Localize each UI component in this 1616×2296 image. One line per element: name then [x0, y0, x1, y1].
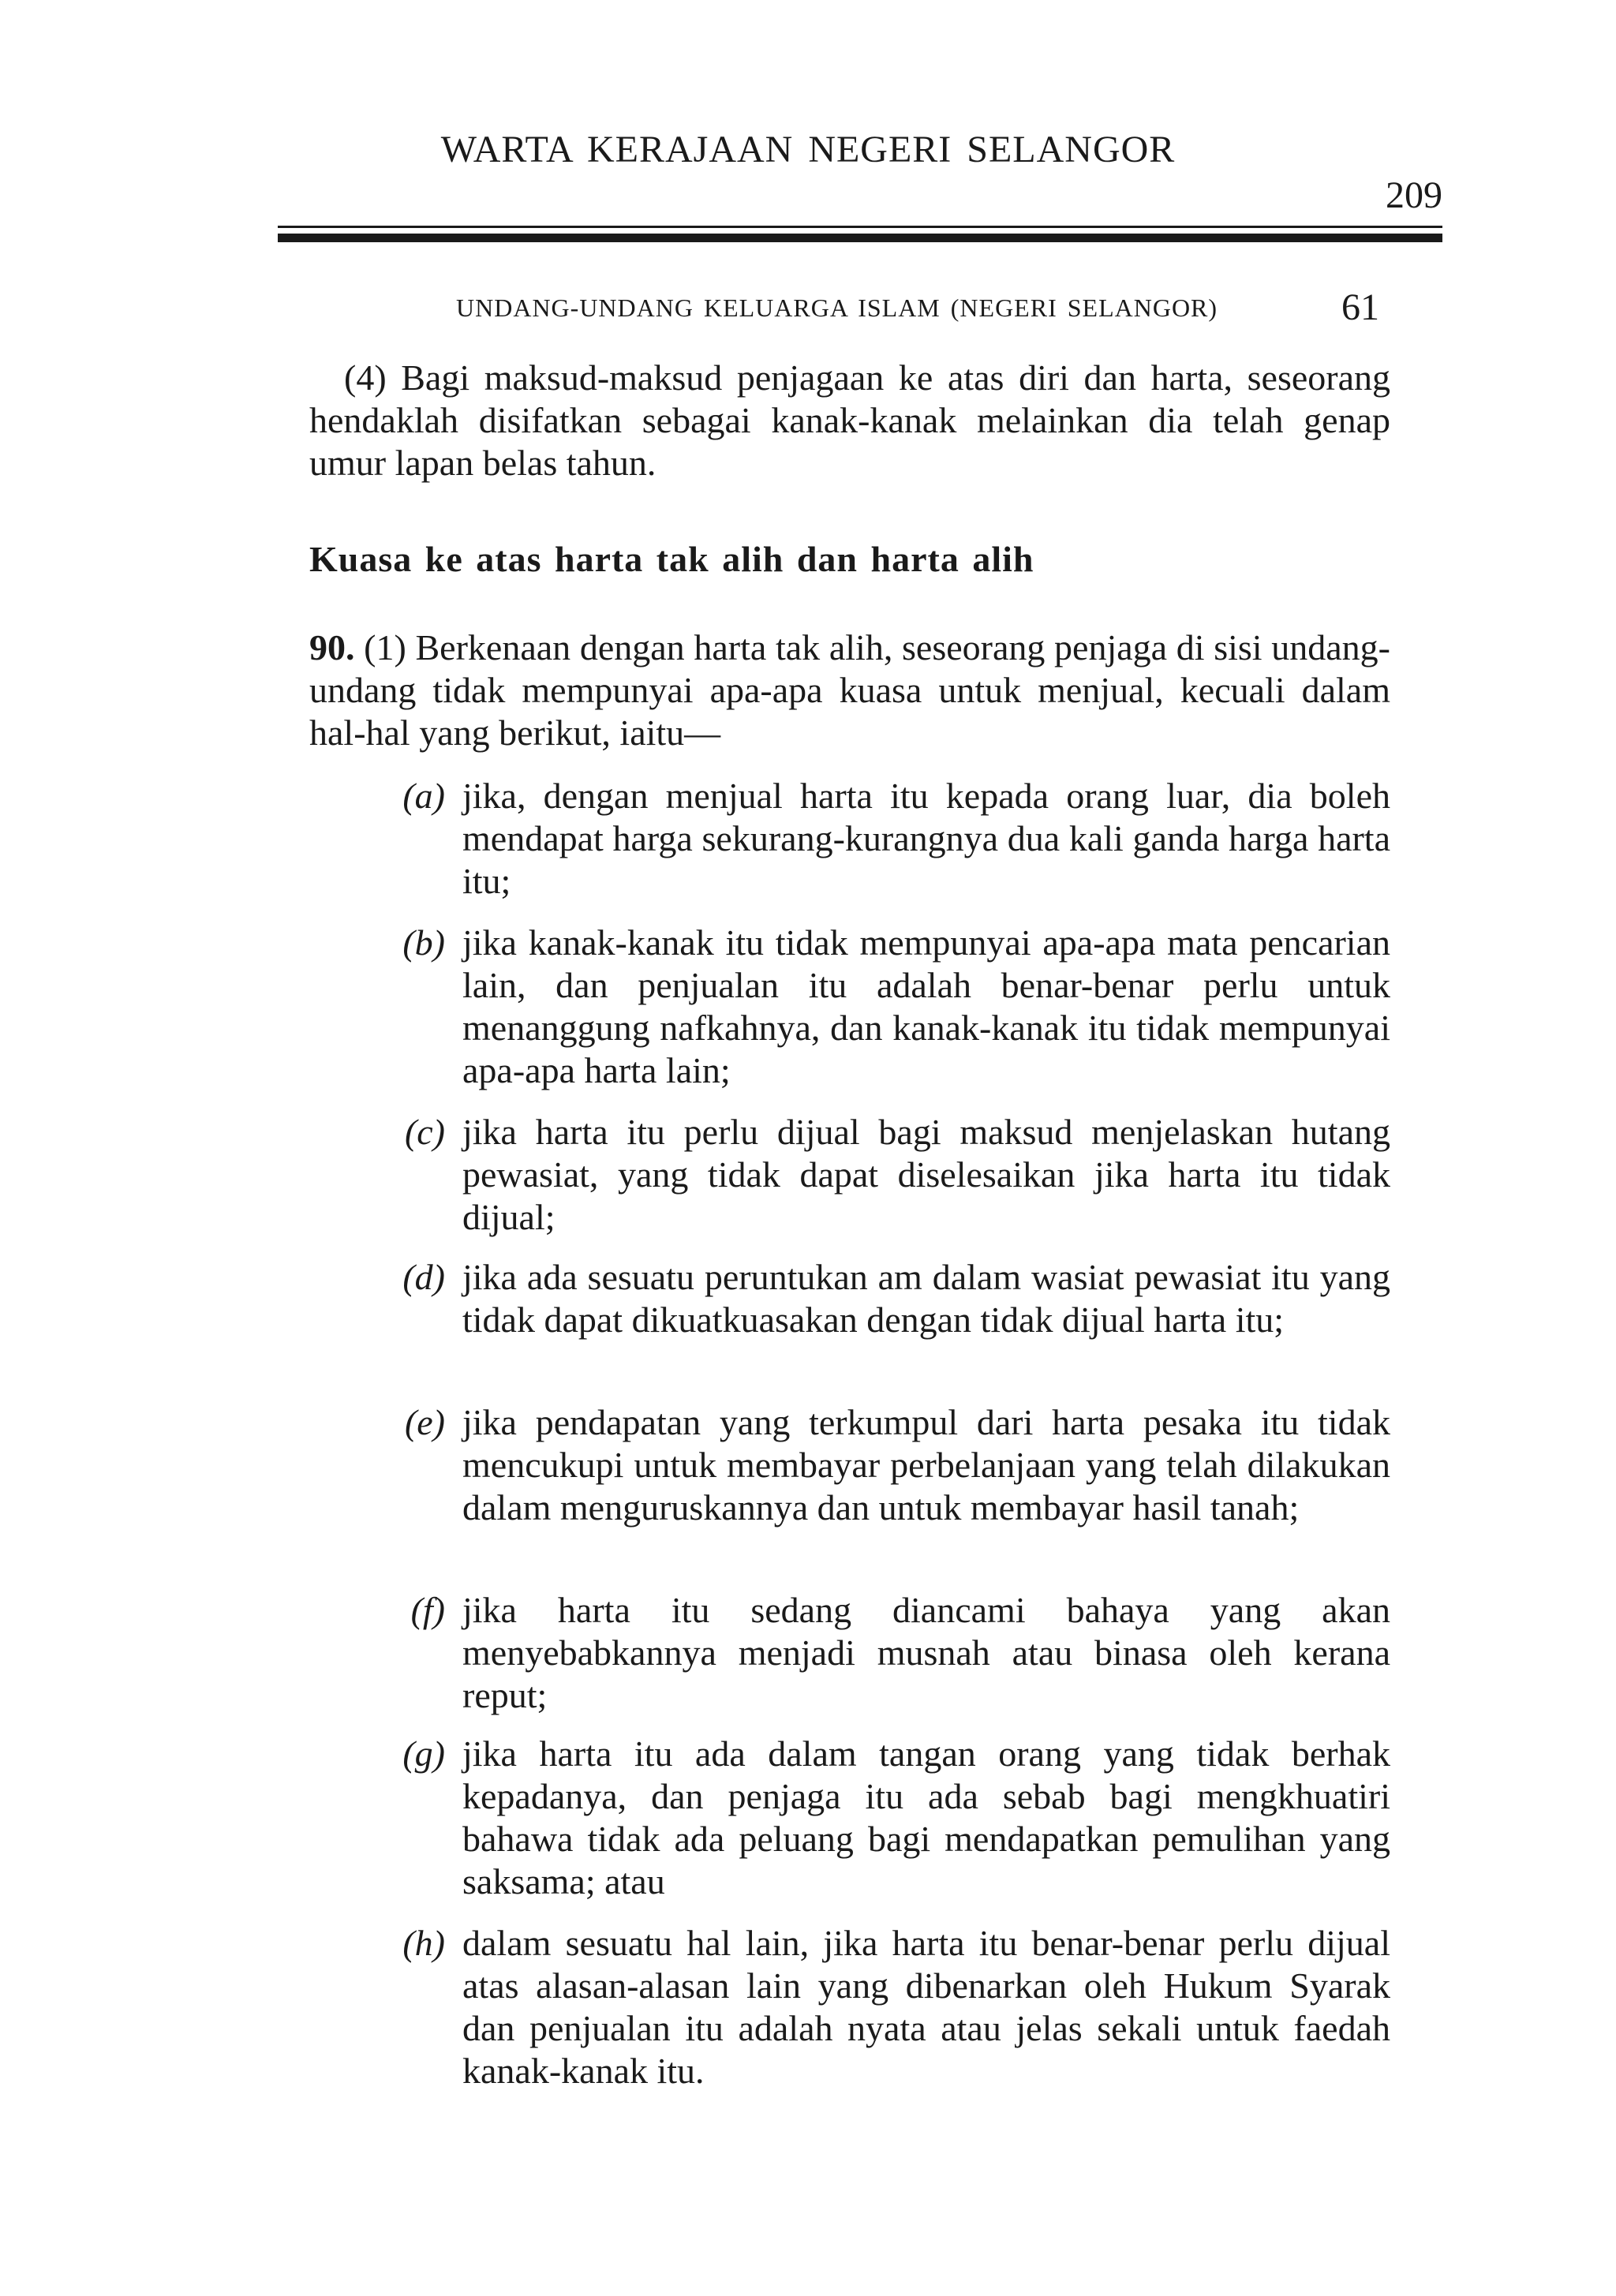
item-text: jika harta itu sedang diancami bahaya yang akan menyebabkannya menjadi musnah atau binasa oleh kerana reput; — [462, 1590, 1390, 1715]
gazette-title: WARTA KERAJAAN NEGERI SELANGOR — [440, 129, 1176, 170]
item-label: (c) — [404, 1112, 445, 1152]
item-label: (f) — [410, 1590, 445, 1630]
act-page-number: 61 — [1341, 286, 1379, 328]
list-item-e — [387, 1401, 1390, 1529]
item-label: (e) — [404, 1402, 445, 1442]
list-item-f — [387, 1589, 1390, 1717]
item-label: (b) — [402, 922, 445, 963]
item-label: (h) — [402, 1923, 445, 1963]
item-text: dalam sesuatu hal lain, jika harta itu benar-benar perlu dijual atas alasan-alasan lain yang dibenarkan oleh Hukum Syarak dan penjualan itu adalah nyata atau jelas sekali untuk faedah kanak-kanak itu. — [462, 1923, 1390, 2091]
item-label: (d) — [402, 1257, 445, 1297]
list-item-b — [387, 922, 1390, 1092]
list-item-g — [387, 1733, 1390, 1903]
section-heading: Kuasa ke atas harta tak alih dan harta alih — [309, 539, 1034, 579]
list-item-h — [387, 1922, 1390, 2092]
list-item-d — [387, 1256, 1390, 1341]
section-90-text: (1) Berkenaan dengan harta tak alih, seseorang penjaga di sisi undang-undang tidak mempunyai apa-apa kuasa untuk menjual, kecuali dalam hal-hal yang berikut, iaitu— — [309, 627, 1390, 753]
item-text: jika pendapatan yang terkumpul dari harta pesaka itu tidak mencukupi untuk membayar perbelanjaan yang telah dilakukan dalam menguruskannya dan untuk membayar hasil tanah; — [462, 1402, 1390, 1528]
section-number: 90. — [309, 627, 355, 667]
item-label: (a) — [402, 776, 445, 816]
item-text: jika, dengan menjual harta itu kepada orang luar, dia boleh mendapat harga sekurang-kurangnya dua kali ganda harga harta itu; — [462, 776, 1390, 901]
subsection-4: (4) Bagi maksud-maksud penjagaan ke atas diri dan harta, seseorang hendaklah disifatkan sebagai kanak-kanak melainkan dia telah genap umur lapan belas tahun. — [309, 357, 1390, 483]
section-90-intro — [309, 626, 1390, 754]
running-head: UNDANG-UNDANG KELUARGA ISLAM (NEGERI SELANGOR) — [456, 294, 1218, 322]
list-item-c — [387, 1111, 1390, 1239]
gazette-page-number: 209 — [1386, 174, 1442, 216]
header-rule-thin — [278, 226, 1442, 228]
item-text: jika harta itu ada dalam tangan orang yang tidak berhak kepadanya, dan penjaga itu ada sebab bagi mengkhuatiri bahawa tidak ada peluang bagi mendapatkan pemulihan yang saksama; atau — [462, 1733, 1390, 1901]
list-item-a — [387, 775, 1390, 903]
item-label: (g) — [402, 1733, 445, 1774]
item-text: jika harta itu perlu dijual bagi maksud menjelaskan hutang pewasiat, yang tidak dapat diselesaikan jika harta itu tidak dijual; — [462, 1112, 1390, 1237]
item-text: jika ada sesuatu peruntukan am dalam wasiat pewasiat itu yang tidak dapat dikuatkuasakan dengan tidak dijual harta itu; — [462, 1257, 1390, 1340]
header-rule-thick — [278, 234, 1442, 242]
item-text: jika kanak-kanak itu tidak mempunyai apa-apa mata pencarian lain, dan penjualan itu adalah benar-benar perlu untuk menanggung nafkahnya, dan kanak-kanak itu tidak mempunyai apa-apa harta lain; — [462, 922, 1390, 1090]
